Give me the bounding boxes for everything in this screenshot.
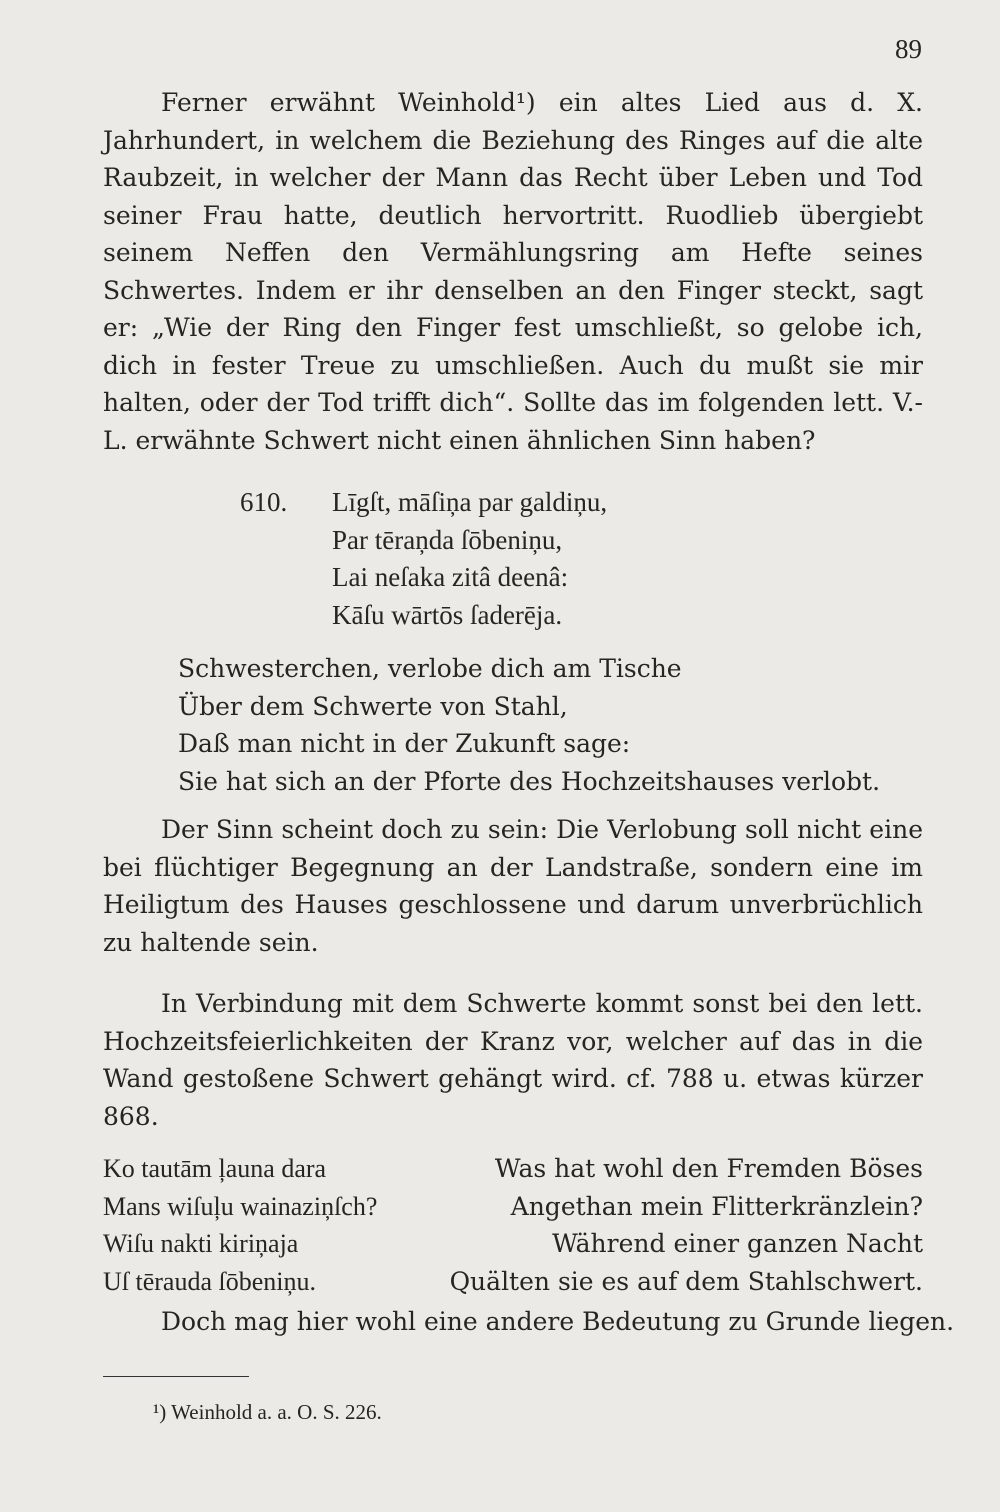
translation-line: Daß man nicht in der Zukunft sage: — [178, 729, 631, 758]
latvian-verse-610 — [240, 484, 607, 634]
paragraph-wreath — [103, 985, 923, 1135]
parallel-verse-row — [103, 1150, 923, 1188]
verse-line: Kāſu wārtōs ſaderēja. — [332, 599, 563, 630]
parallel-verse-row — [103, 1263, 923, 1301]
parallel-verse-row — [103, 1188, 923, 1226]
translation-line: Sie hat sich an der Pforte des Hochzeitshauses verlobt. — [178, 766, 881, 796]
latvian-line: Ko tautām ļauna dara — [103, 1154, 327, 1183]
footnote-divider — [103, 1376, 249, 1377]
parallel-verse — [103, 1150, 923, 1300]
closing-sentence: Doch mag hier wohl eine andere Bedeutung zu Grunde liegen. — [161, 1307, 955, 1336]
translation-line: Schwesterchen, verlobe dich am Tische — [178, 654, 682, 683]
german-line: Quälten sie es auf dem Stahlschwert. — [449, 1266, 923, 1296]
verse-line: Lai neſaka zitâ deenâ: — [332, 562, 569, 592]
latvian-line: Uſ tērauda ſōbeniņu. — [103, 1266, 316, 1296]
parallel-verse-row — [103, 1225, 923, 1263]
latvian-line: Wiſu nakti kiriņaja — [103, 1229, 299, 1258]
paragraph-weinhold: Ferner erwähnt Weinhold¹) ein altes Lied aus d. X. Jahrhundert, in welchem die Beziehung des Ringes auf die alte Raubzeit, in welcher der Mann das Recht über Leben und Tod seiner Frau hatte, deutlich hervortritt. Ruodlieb übergiebt seinem Neffen den Vermählungsring am Hefte seines Schwertes. Indem er ihr denselben an den Finger steckt, sagt er: „Wie der Ring den Finger fest umschließt, so gelobe ich, dich in fester Treue zu umschließen. Auch du mußt sie mir halten, oder der Tod trifft dich“. Sollte das im folgenden lett. V.-L. erwähnte Schwert nicht einen ähnlichen Sinn haben? — [103, 88, 923, 455]
verse-line-text: Līgſt, māſiņa par galdiņu, — [332, 487, 608, 517]
translation-line: Über dem Schwerte von Stahl, — [178, 691, 568, 721]
footnote: ¹) Weinhold a. a. O. S. 226. — [153, 1400, 382, 1424]
german-line: Was hat wohl den Fremden Böses — [494, 1154, 923, 1183]
cross-references: cf. 788 u. etwas kürzer 868. — [103, 1064, 923, 1131]
verse-line — [240, 484, 607, 522]
page-number: 89 — [895, 34, 922, 64]
verse-number: 610. — [240, 487, 288, 517]
paragraph-interpretation: Der Sinn scheint doch zu sein: Die Verlobung soll nicht eine bei flüchtiger Begegnung an der Landstraße, sondern eine im Heiligtum des Hauses geschlossene und darum unverbrüchlich zu haltende sein. — [103, 815, 923, 957]
verse-line: Par tēraņda ſōbeniņu, — [332, 524, 563, 555]
latvian-line: Mans wiſuļu wainaziņſch? — [103, 1191, 378, 1221]
german-line: Während einer ganzen Nacht — [552, 1229, 923, 1258]
paragraph-wreath-text: In Verbindung mit dem Schwerte kommt sonst bei den lett. Hochzeitsfeierlichkeiten der Kranz vor, welcher auf das in die Wand gestoßene Schwert gehängt wird. — [103, 989, 923, 1093]
german-line: Angethan mein Flitterkränzlein? — [510, 1191, 923, 1221]
german-translation — [178, 650, 880, 800]
